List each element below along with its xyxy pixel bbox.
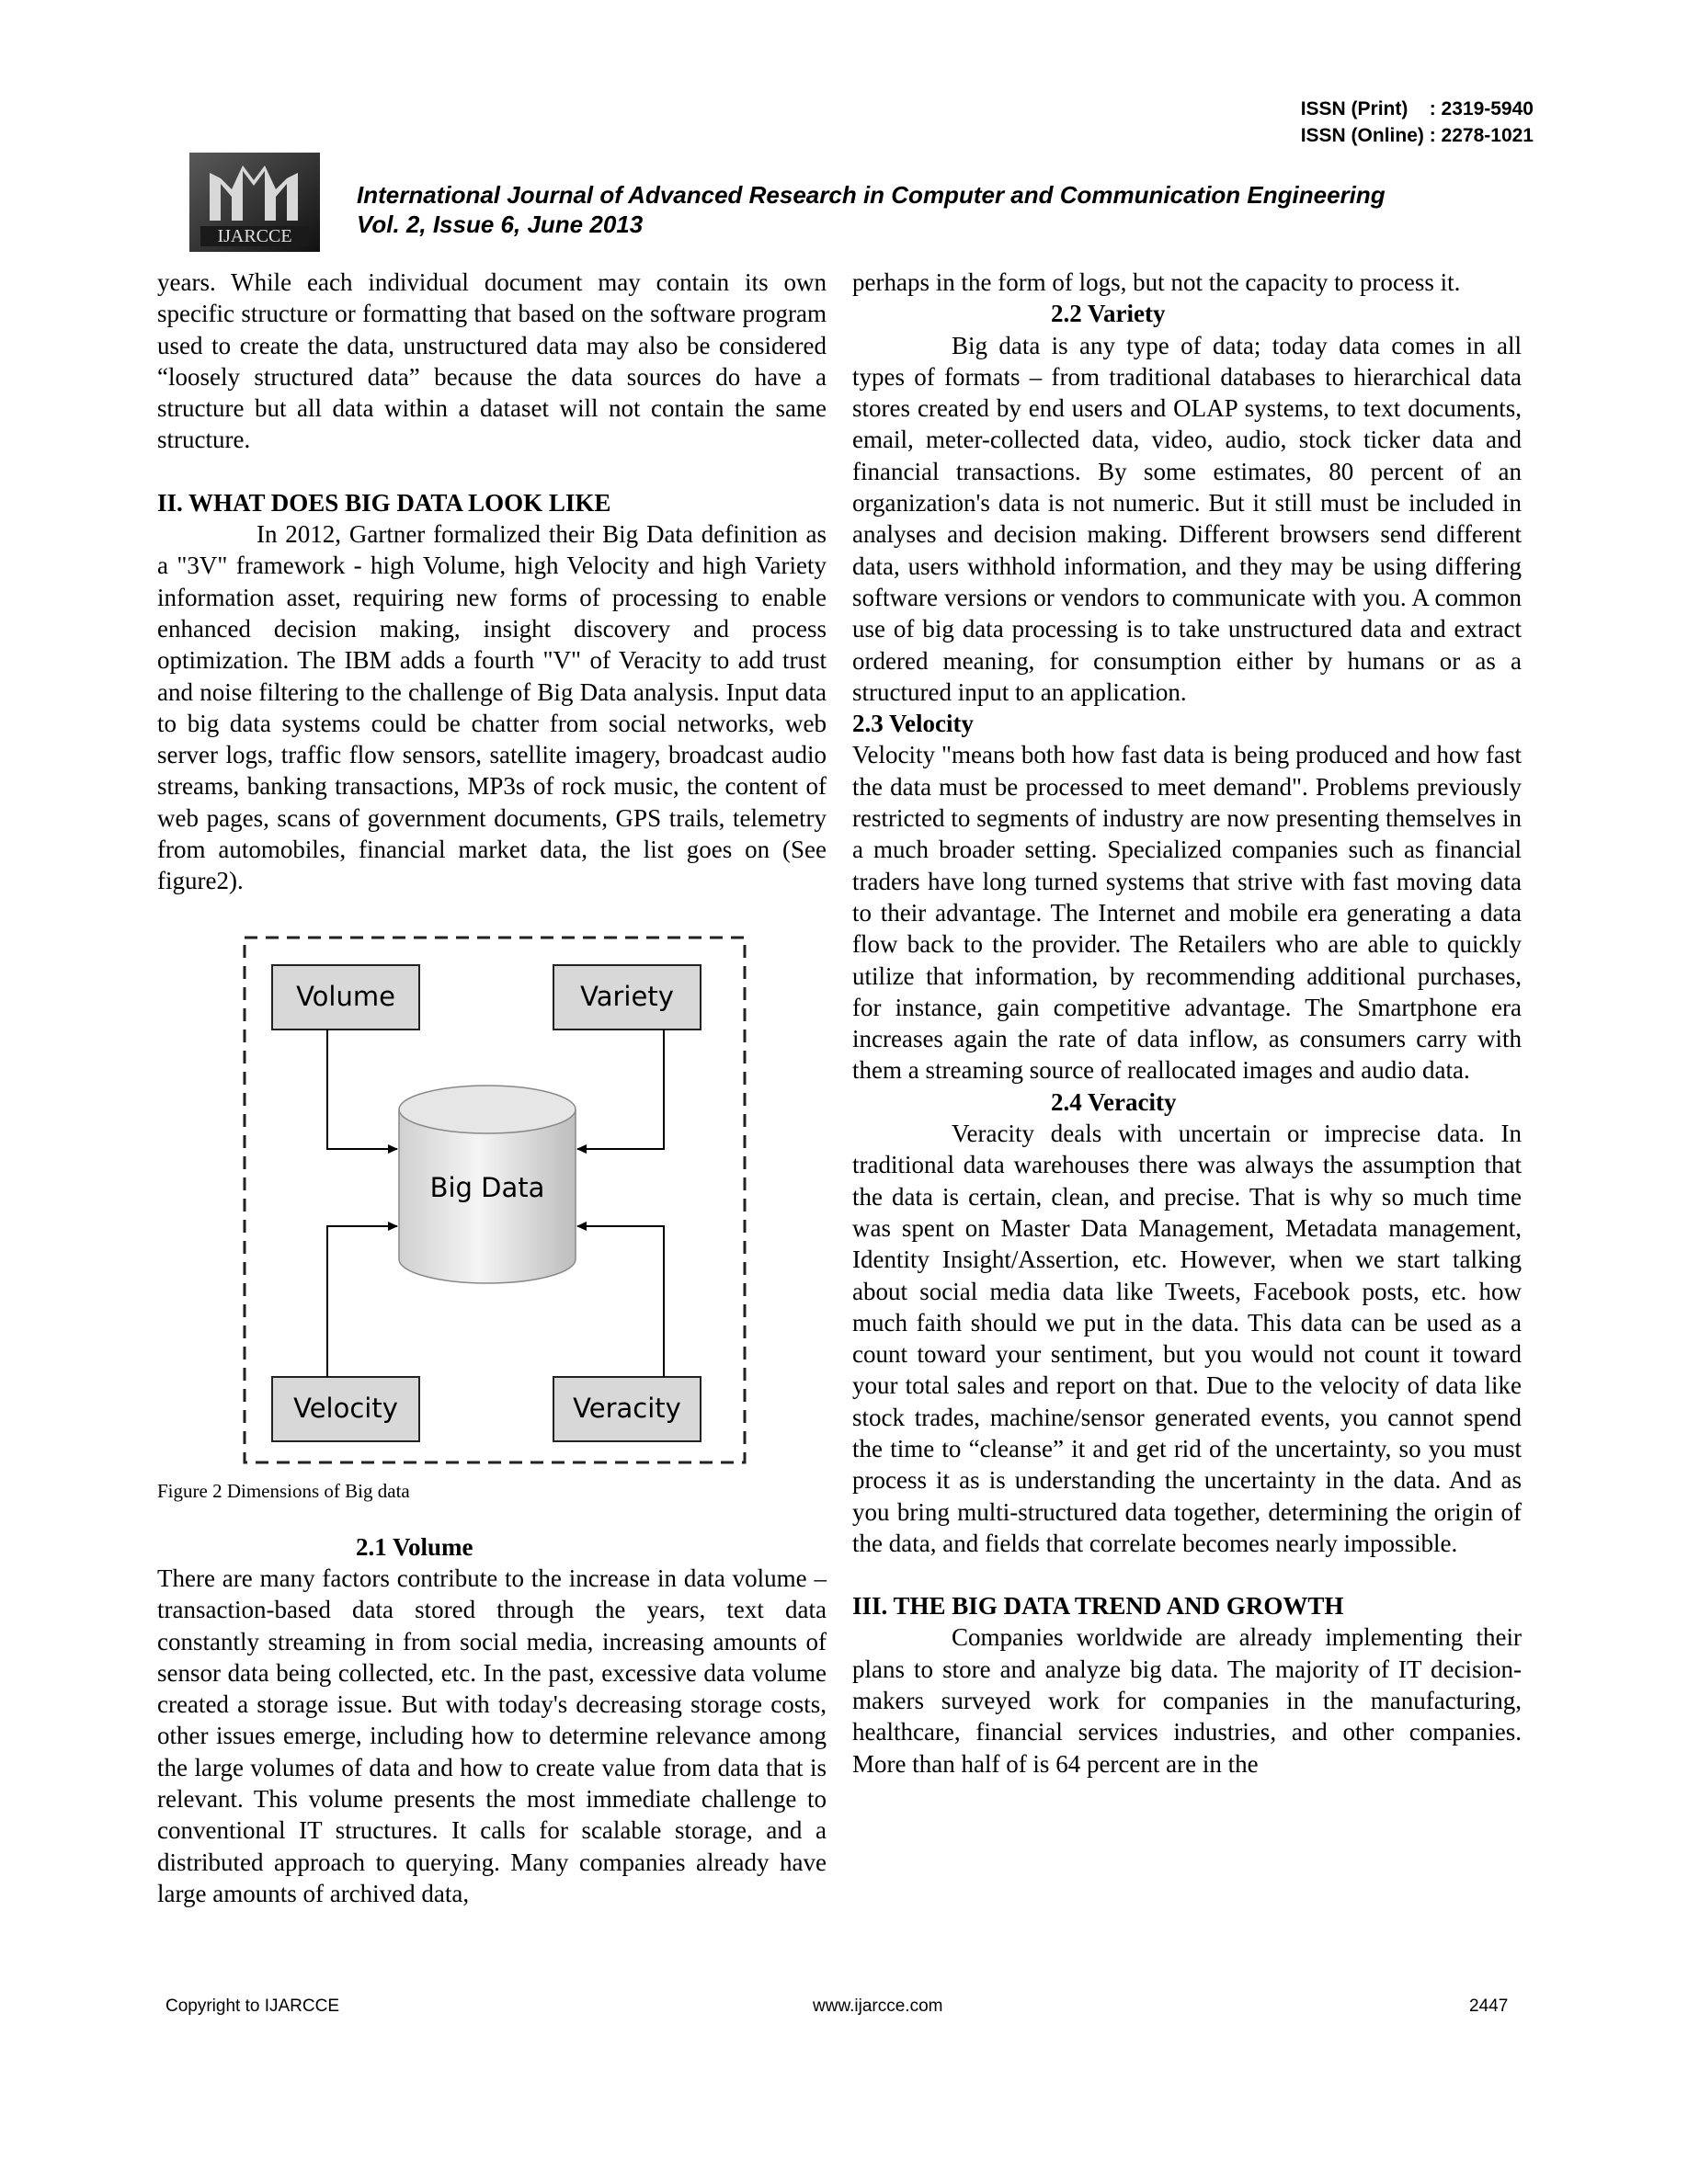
logo-graphic: [189, 153, 320, 252]
left-column: [157, 267, 827, 1909]
right-column: [852, 267, 1522, 1780]
logo-text: IJARCCE: [217, 226, 292, 246]
subsection-2-3-paragraph: Velocity "means both how fast data is being produced and how fast the data must be processed to meet demand". Problems previously restricted to segments of industry are now presenting themselves in a much broader setting. Specialized companies such as financial traders have long turned systems that strive with fast moving data to their advantage. The Internet and mobile era generating a data flow back to the provider. The Retailers who are able to quickly utilize that information, by recommending additional purchases, for instance, gain competitive advantage. The Smartphone era increases again the rate of data inflow, as consumers carry with them a streaming source of reallocated images and audio data.: [852, 741, 1522, 1085]
variety-label: Variety: [580, 980, 674, 1012]
intro-paragraph: years. While each individual document may contain its own specific structure or formatting that based on the software program used to create the data, unstructured data may also be considered “loosely structured data” because the data sources do have a structure but all data within a dataset will not contain the same structure.: [157, 268, 827, 454]
issn-online-label: ISSN (Online): [1300, 125, 1424, 146]
journal-title: International Journal of Advanced Research in Computer and Communication Engineering: [357, 181, 1386, 209]
figure-2: [157, 930, 827, 1519]
volume-label: Volume: [296, 980, 395, 1012]
subsection-2-2-heading: 2.2 Variety: [1051, 300, 1166, 328]
arrow-velocity: [327, 1226, 397, 1377]
issn-online: [1301, 122, 1534, 149]
footer-copyright: Copyright to IJARCCE: [165, 1996, 340, 2016]
section-2-heading: II. WHAT DOES BIG DATA LOOK LIKE: [157, 488, 611, 517]
footer-page-number: 2447: [1469, 1996, 1509, 2016]
issn-print-label: ISSN (Print): [1300, 98, 1409, 119]
figure-caption: Figure 2 Dimensions of Big data: [157, 1479, 410, 1502]
big-data-label: Big Data: [429, 1171, 545, 1203]
section-3-paragraph: Companies worldwide are already implementing their plans to store and analyze big data. The majority of IT decision-makers surveyed work for companies in the manufacturing, healthcare, financial services industries, and other companies. More than half of is 64 percent are in the: [852, 1623, 1522, 1778]
issn-print: [1301, 96, 1534, 122]
arrow-veracity: [577, 1226, 664, 1377]
big-data-diagram: [157, 930, 827, 1519]
subsection-2-4-paragraph: Veracity deals with uncertain or imprecise data. In traditional data warehouses there was always the assumption that the data is certain, clean, and precise. That is why so much time was spent on Master Data Management, Metadata management, Identity Insight/Assertion, etc. However, when we start talking about social media data like Tweets, Facebook posts, etc. how much faith should we put in the data. This data can be used as a count toward your sentiment, but you would not count it toward your total sales and report on that. Due to the velocity of data like stock trades, machine/sensor generated events, you cannot spend the time to “cleanse” it and get rid of the uncertainty, so you must process it as is understanding the uncertainty in the data. And as you bring multi-structured data together, determining the origin of the data, and fields that correlate becomes nearly impossible.: [852, 1120, 1522, 1557]
journal-volume: Vol. 2, Issue 6, June 2013: [357, 210, 644, 238]
issn-online-value: : 2278-1021: [1429, 125, 1534, 146]
footer-website: www.ijarcce.com: [813, 1996, 943, 2016]
journal-heading: [357, 180, 1386, 239]
veracity-label: Veracity: [573, 1392, 681, 1424]
arrow-volume: [327, 1029, 397, 1149]
subsection-2-3-heading: 2.3 Velocity: [852, 710, 974, 738]
subsection-2-4-heading: 2.4 Veracity: [1051, 1087, 1177, 1116]
issn-block: [1301, 96, 1534, 149]
continued-paragraph: perhaps in the form of logs, but not the capacity to process it.: [852, 268, 1461, 296]
section-3-heading: III. THE BIG DATA TREND AND GROWTH: [852, 1592, 1344, 1621]
issn-print-value: : 2319-5940: [1429, 98, 1534, 119]
arrow-variety: [577, 1029, 664, 1149]
section-2-paragraph: In 2012, Gartner formalized their Big Data definition as a "3V" framework - high Volume, high Velocity and high Variety information asset, requiring new forms of processing to enable enhanced decision making, insight discovery and process optimization. The IBM adds a fourth "V" of Veracity to add trust and noise filtering to the challenge of Big Data analysis. Input data to big data systems could be chatter from social networks, web server logs, traffic flow sensors, satellite imagery, broadcast audio streams, banking transactions, MP3s of rock music, the content of web pages, scans of government documents, GPS trails, telemetry from automobiles, financial market data, the list goes on (See figure2).: [157, 520, 827, 895]
subsection-2-1-paragraph: There are many factors contribute to the increase in data volume – transaction-based data stored through the years, text data constantly streaming in from social media, increasing amounts of sensor data being collected, etc. In the past, excessive data volume created a storage issue. But with today's decreasing storage costs, other issues emerge, including how to determine relevance among the large volumes of data and how to create value from data that is relevant. This volume presents the most immediate challenge to conventional IT structures. It calls for scalable storage, and a distributed approach to querying. Many companies already have large amounts of archived data,: [157, 1564, 827, 1907]
velocity-label: Velocity: [293, 1392, 398, 1424]
subsection-2-2-paragraph: Big data is any type of data; today data comes in all types of formats – from traditional databases to hierarchical data stores created by end users and OLAP systems, to text documents, email, meter-collected data, video, audio, stock ticker data and financial transactions. By some estimates, 80 percent of an organization's data is not numeric. But it still must be included in analyses and decision making. Different browsers send different data, users withhold information, and they may be using differing software versions or vendors to communicate with you. A common use of big data processing is to take unstructured data and extract ordered meaning, for consumption either by humans or as a structured input to an application.: [852, 331, 1522, 706]
subsection-2-1-heading: 2.1 Volume: [356, 1532, 473, 1561]
journal-logo: [189, 153, 320, 252]
